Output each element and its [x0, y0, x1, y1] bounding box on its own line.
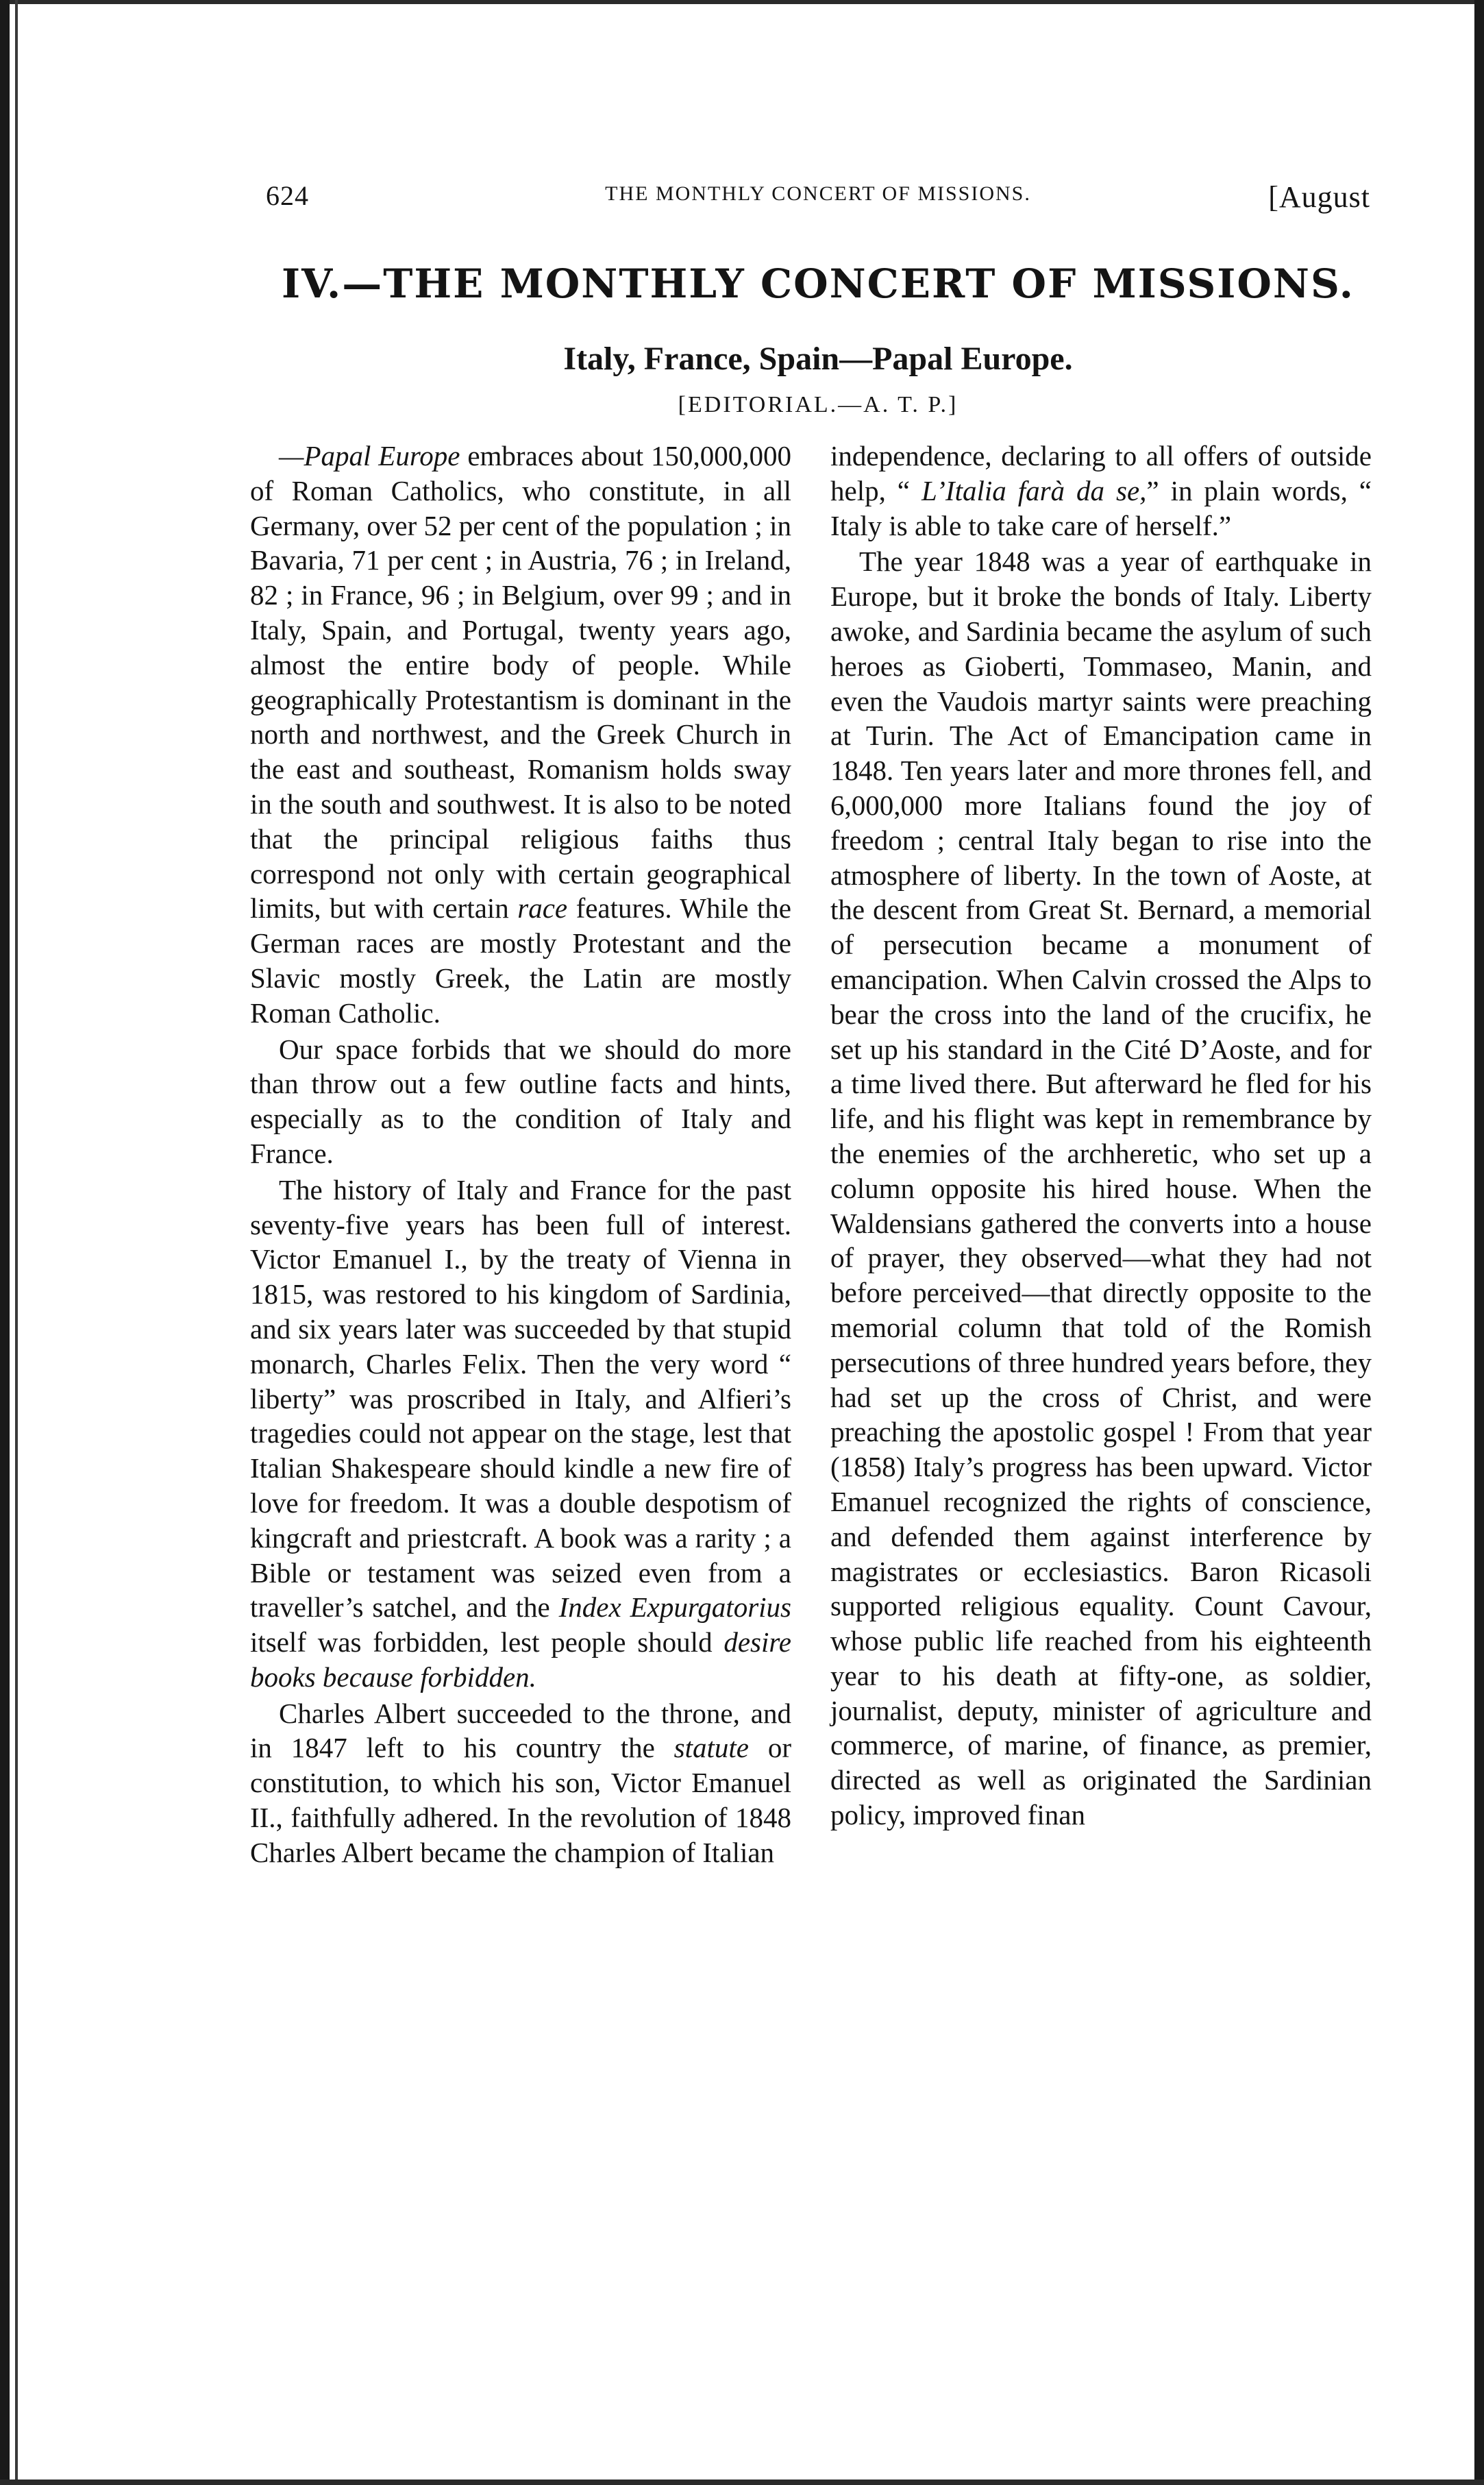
- article-attribution: [EDITORIAL.—A. T. P.]: [678, 392, 959, 417]
- running-title: THE MONTHLY CONCERT OF MISSIONS.: [605, 182, 1031, 205]
- paragraph: Our space forbids that we should do more than throw out a few outline facts and hints, especially as to the condition of Italy and France.: [250, 1033, 791, 1169]
- paragraph: The history of Italy and France for the past seventy-five years has been full of interest. Victor Emanuel I., by the treaty of Vienna in 1815, was restored to his kingdom of Sardinia, and six years later was succeeded by that stupid monarch, Charles Felix. Then the very word “ liberty” was proscribed in Italy, and Alfieri’s tragedies could not appear on the stage, lest that Italian Shakespeare should kindle a new fire of love for freedom. It was a double despotism of kingcraft and priestcraft. A book was a rarity ; a Bible or testament was seized even from a traveller’s satchel, and the Index Expurgatorius itself was forbidden, lest people should desire books because forbidden.: [250, 1173, 791, 1693]
- page-number: 624: [266, 180, 309, 211]
- running-month: [August: [1268, 180, 1370, 214]
- page-edge-left-inner: [15, 0, 18, 2485]
- lead-phrase: —Papal Europe: [279, 440, 460, 472]
- page-edge-right: [1474, 0, 1484, 2485]
- article-title: IV.—THE MONTHLY CONCERT OF MISSIONS.: [282, 260, 1355, 307]
- paragraph: independence, declaring to all offers of outside help, “ L’Italia farà da se,” in plain words, “ Italy is able to take care of herself.”: [830, 440, 1372, 541]
- running-head: [266, 180, 1370, 221]
- right-column: [830, 439, 1372, 1833]
- paragraph: Charles Albert succeeded to the throne, and in 1847 left to his country the statute or constitution, to which his son, Victor Emanuel II., faithfully adhered. In the revolution of 1848 Charles Albert became the champion of Italian: [250, 1697, 792, 1868]
- paragraph: The year 1848 was a year of earthquake in Europe, but it broke the bonds of Italy. Liberty awoke, and Sardinia became the asylum of such heroes as Gioberti, Tommaseo, Manin, and even the Vaudois martyr saints were preaching at Turin. The Act of Emancipation came in 1848. Ten years later and more thrones fell, and 6,000,000 more Italians found the joy of freedom ; central Italy began to rise into the atmosphere of liberty. In the town of Aoste, at the descent from Great St. Bernard, a memorial of persecution became a monument of emancipation. When Calvin crossed the Alps to bear the cross into the land of the crucifix, he set up his standard in the Cité D’Aoste, and for a time lived there. But afterward he fled for his life, and his flight was kept in remembrance by the enemies of the archheretic, who set up a column opposite his hired house. When the Waldensians gathered the converts into a house of prayer, they observed—what they had not before perceived—that directly opposite to the memorial column that told of the Romish persecutions of three hundred years before, they had set up the cross of Christ, and were preaching the apostolic gospel ! From that year (1858) Italy’s progress has been upward. Victor Emanuel recognized the rights of conscience, and defended them against interference by magistrates or ecclesiastics. Baron Ricasoli supported religious equality. Count Cavour, whose public life reached from his eighteenth year to his death at fifty-one, as soldier, journalist, deputy, minister of agriculture and commerce, of marine, of finance, as premier, directed as well as originated the Sardinian policy, improved finan: [830, 546, 1372, 1831]
- page-edge-left: [0, 0, 10, 2485]
- paragraph: —Papal Europe embraces about 150,000,000 of Roman Catholics, who constitute, in all Germany, over 52 per cent of the population ; in Bavaria, 71 per cent ; in Austria, 76 ; in Ireland, 82 ; in France, 96 ; in Belgium, over 99 ; and in Italy, Spain, and Portugal, twenty years ago, almost the entire body of people. While geographically Protestantism is dominant in the north and northwest, and the Greek Church in the east and southeast, Romanism holds sway in the south and southwest. It is also to be noted that the principal religious faiths thus correspond not only with certain geographical limits, but with certain race features. While the German races are mostly Protestant and the Slavic mostly Greek, the Latin are mostly Roman Catholic.: [250, 440, 791, 1029]
- page-edge-top: [0, 0, 1484, 4]
- left-column: [250, 439, 791, 1870]
- article-subtitle: Italy, France, Spain—Papal Europe.: [563, 341, 1073, 377]
- page-edge-bottom: [0, 2480, 1484, 2485]
